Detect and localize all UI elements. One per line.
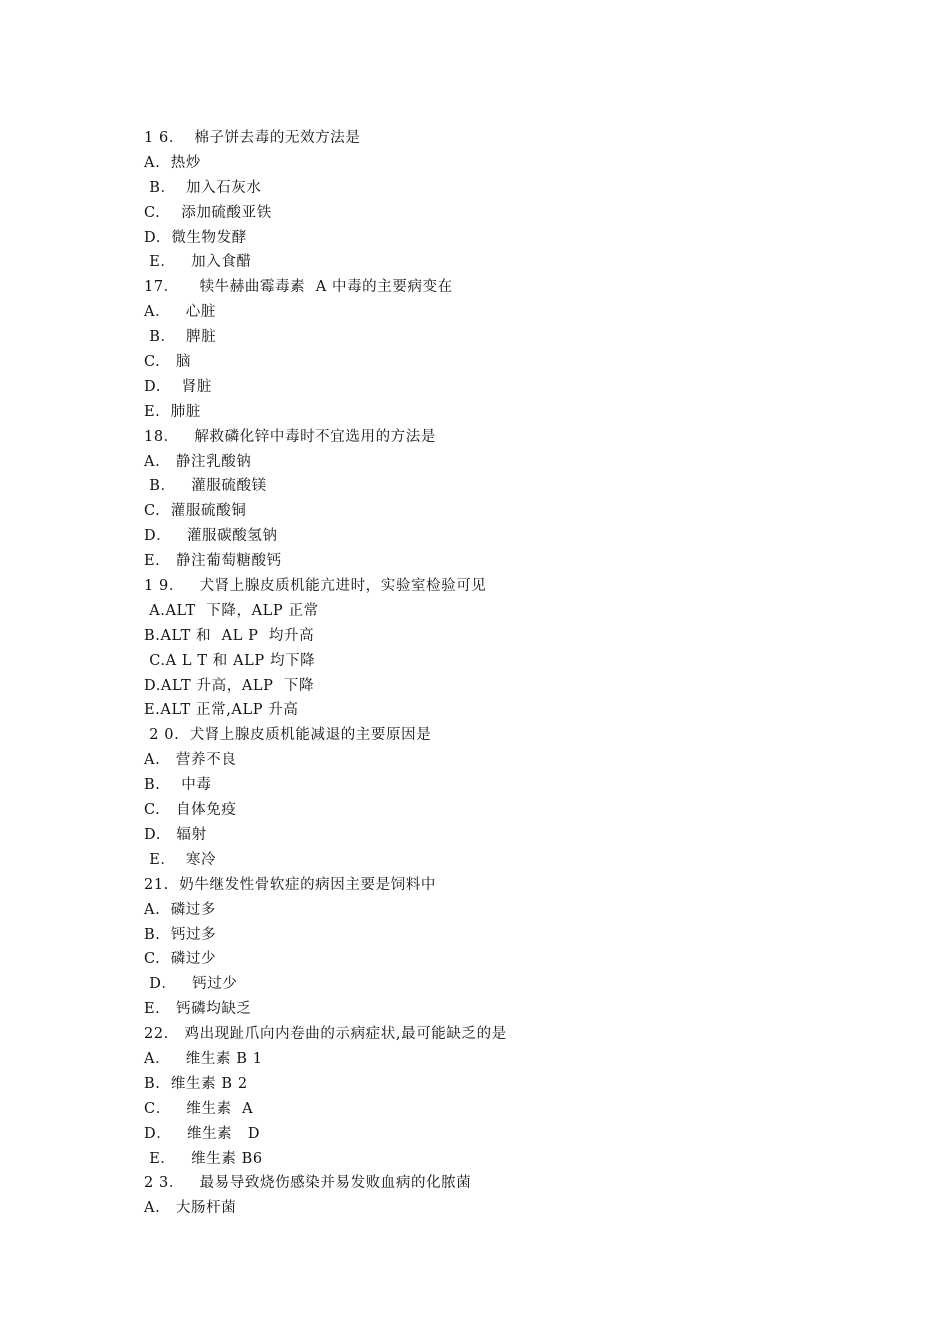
text-line: C. 脑 (144, 354, 192, 371)
text-line: A． 心脏 (144, 304, 216, 321)
text-line: D． 钙过少 (144, 976, 238, 993)
text-line: D． 维生素 D (144, 1125, 261, 1142)
text-line: B． 灌服硫酸镁 (144, 478, 267, 495)
text-line: 17． 犊牛赫曲霉毒素 A 中毒的主要病变在 (144, 279, 453, 296)
text-line: D. 肾脏 (144, 378, 212, 395)
text-line: E. 静注葡萄糖酸钙 (144, 553, 282, 570)
text-line: 1 6． 棉子饼去毒的无效方法是 (144, 130, 361, 146)
text-line: A. 静注乳酸钠 (144, 453, 252, 470)
text-line: E． 寒冷 (144, 851, 217, 868)
text-line: D. 微生物发酵 (144, 229, 247, 246)
text-line: B. 维生素 B 2 (144, 1075, 248, 1092)
text-line: E． 维生素 B6 (144, 1150, 263, 1167)
text-line: C． 维生素 A (144, 1100, 254, 1117)
text-line: C. 自体免疫 (144, 802, 237, 819)
text-line: D． 灌服碳酸氢钠 (144, 528, 278, 545)
text-line: A. 磷过多 (144, 901, 216, 918)
text-line: C.A L T 和 ALP 均下降 (144, 652, 316, 669)
text-line: A． 维生素 B 1 (144, 1050, 263, 1067)
text-line: 2 0. 犬肾上腺皮质机能减退的主要原因是 (144, 727, 432, 744)
text-line: 1 9． 犬肾上腺皮质机能亢进时，实验室检验可见 (144, 578, 487, 595)
text-line: D. 辐射 (144, 826, 207, 843)
text-line: C. 灌服硫酸铜 (144, 503, 247, 520)
text-line: A. 营养不良 (144, 752, 237, 769)
text-line: D.ALT 升高，ALP 下降 (144, 677, 315, 694)
text-line: B． 加入石灰水 (144, 179, 262, 196)
text-line: C. 添加硫酸亚铁 (144, 204, 272, 221)
text-line: E. 肺脏 (144, 403, 202, 420)
text-line: B. 钙过多 (144, 926, 217, 943)
text-line: B. 中毒 (144, 777, 212, 794)
text-line: A.ALT 下降，ALP 正常 (144, 602, 319, 619)
text-line: 21. 奶牛继发性骨软症的病因主要是饲料中 (144, 876, 436, 893)
document-page (144, 126, 864, 1221)
text-line: A. 热炒 (144, 154, 201, 171)
text-line: A. 大肠杆菌 (144, 1200, 237, 1217)
text-line: E. 钙磷均缺乏 (144, 1001, 252, 1018)
text-line: B.ALT 和 AL P 均升高 (144, 627, 315, 644)
text-line: 22. 鸡出现趾爪向内卷曲的示病症状,最可能缺乏的是 (144, 1026, 507, 1043)
text-line: 18． 解救磷化锌中毒时不宜选用的方法是 (144, 428, 436, 445)
text-line: C. 磷过少 (144, 951, 217, 968)
text-line: E． 加入食醋 (144, 254, 252, 271)
text-line: E.ALT 正常,ALP 升高 (144, 702, 299, 719)
text-line: B． 脾脏 (144, 329, 217, 346)
text-line: 2 3． 最易导致烧伤感染并易发败血病的化脓菌 (144, 1175, 472, 1192)
